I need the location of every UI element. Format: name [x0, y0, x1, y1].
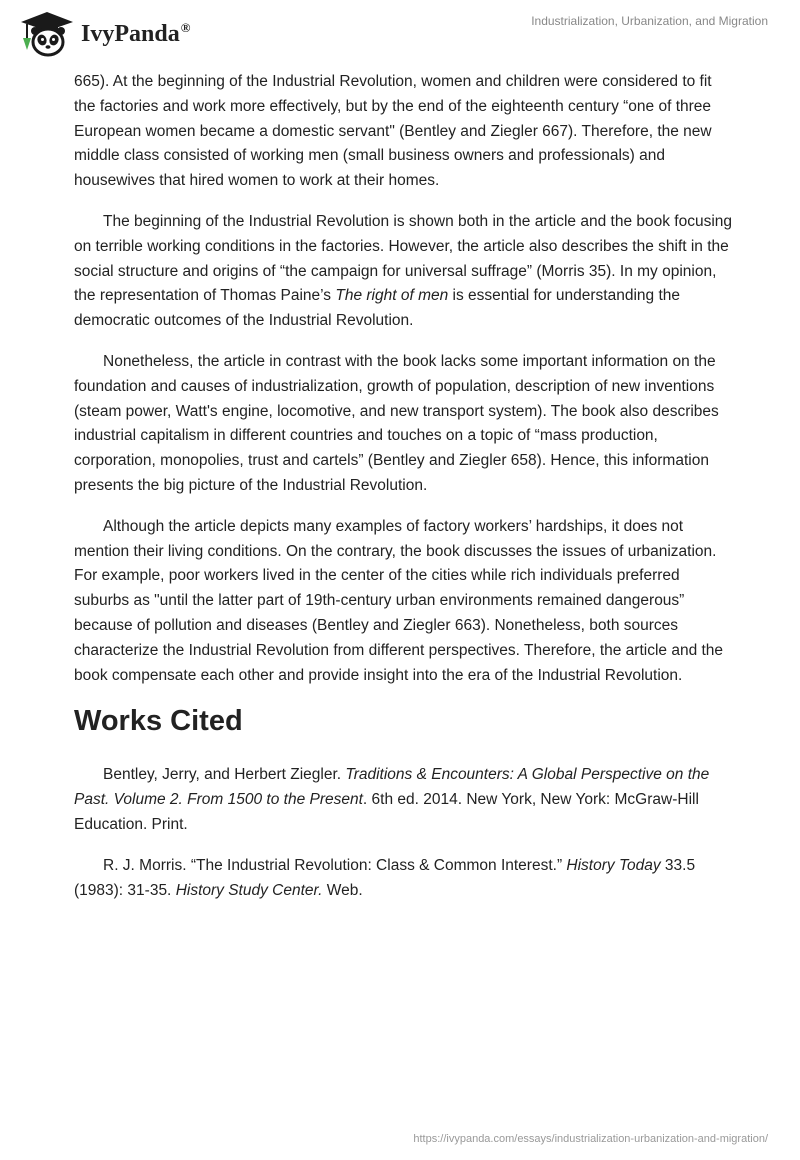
- paragraph-3: Nonetheless, the article in contrast with the book lacks some important information on the foundation and causes of industrialization, growth of population, description of new inventions (steam power, Watt's engine, locomotive, and new transport system). The book also describes industrial capitalism in different countries and touches on a topic of “mass production, corporation, monopolies, trust and cartels” (Bentley and Ziegler 658). Hence, this information presents the big picture of the Industrial Revolution.: [74, 352, 719, 494]
- brand-name: IvyPanda®: [81, 20, 191, 47]
- paragraph-1: 665). At the beginning of the Industrial Revolution, women and children were considered to fit the factories and work more effectively, but by the end of the eighteenth century “one of three European women became a domestic servant" (Bentley and Ziegler 667). Therefore, the new middle class consisted of working men (small business owners and professionals) and housewives that hired women to work at their homes.: [74, 73, 712, 190]
- page-header: [0, 0, 800, 70]
- citation-bentley: Bentley, Jerry, and Herbert Ziegler. Traditions & Encounters: A Global Perspective on the Past. Volume 2. From 1500 to the Present. 6th ed. 2014. New York, New York: McGraw-Hill Education. Print.: [74, 766, 710, 833]
- essay-body: [74, 70, 734, 919]
- citation-morris: R. J. Morris. “The Industrial Revolution: Class & Common Interest.” History Today 33.5 (1983): 31-35. History Study Center. Web.: [74, 856, 696, 899]
- paragraph-4: Although the article depicts many examples of factory workers’ hardships, it does not mention their living conditions. On the contrary, the book discusses the issues of urbanization. For example, poor workers lived in the center of the cities while rich individuals preferred suburbs as "until the latter part of 19th-century urban environments remained dangerous” because of pollution and diseases (Bentley and Ziegler 663). Nonetheless, both sources characterize the Industrial Revolution from different perspectives. Therefore, the article and the book compensate each other and provide insight into the era of the Industrial Revolution.: [74, 517, 724, 684]
- works-cited-heading: Works Cited: [74, 705, 243, 738]
- document-title: Industrialization, Urbanization, and Migration: [531, 14, 768, 28]
- source-url-link[interactable]: https://ivypanda.com/essays/industrialization-urbanization-and-migration/: [413, 1133, 768, 1145]
- paragraph-2: The beginning of the Industrial Revolution is shown both in the article and the book focusing on terrible working conditions in the factories. However, the article also describes the shift in the social structure and origins of “the campaign for universal suffrage” (Morris 35). In my opinion, the representation of Thomas Paine’s The right of men is essential for understanding the democratic outcomes of the Industrial Revolution.: [74, 212, 733, 330]
- panda-graduate-icon: [15, 8, 75, 58]
- ivypanda-logo[interactable]: [15, 8, 190, 58]
